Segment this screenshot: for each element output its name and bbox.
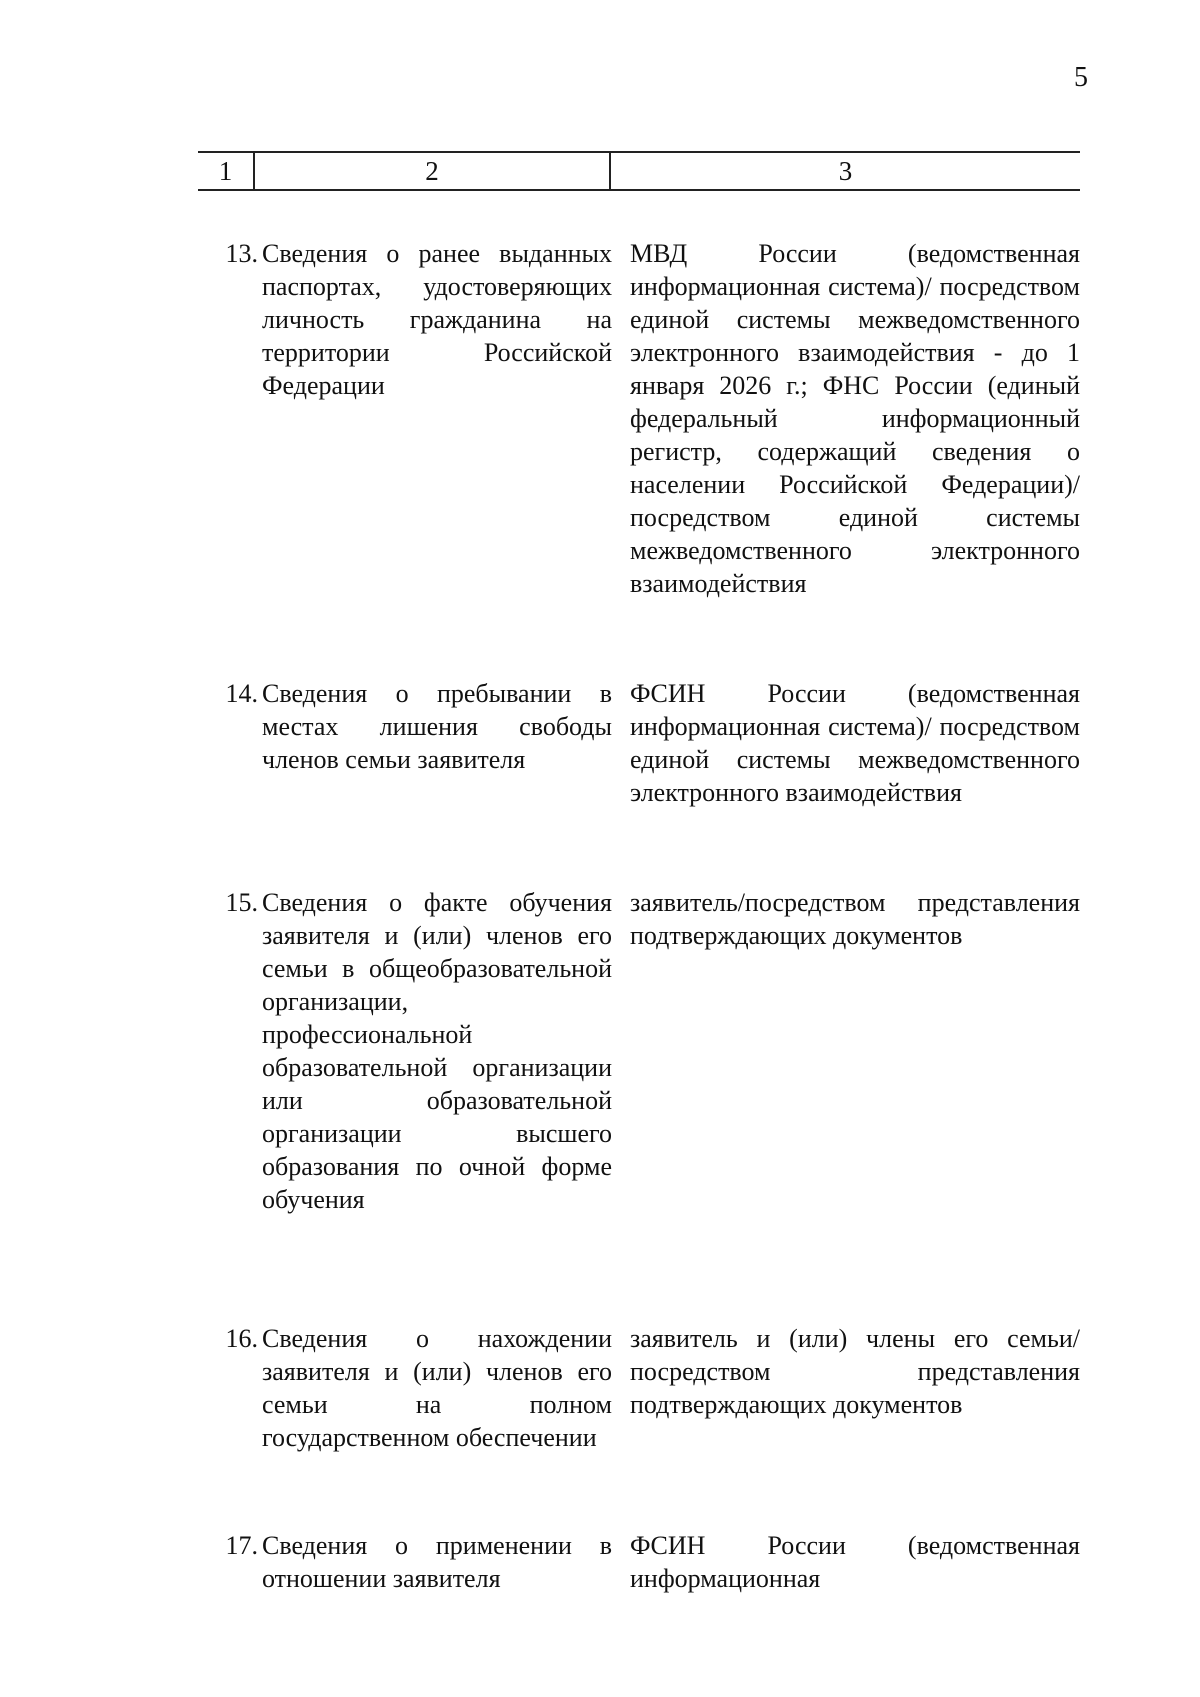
row-description: Сведения о факте обучения заявителя и (или) членов его семьи в общеобразовательной организации, профессиональной образовательной организации или образовательной организации высшего образования по очной форме обучения [262,888,612,1214]
row-number: 14. [225,679,258,708]
row-description: Сведения о нахождении заявителя и (или) членов его семьи на полном государственном обеспечении [262,1324,612,1452]
row-number: 13. [225,239,258,268]
row-source: МВД России (ведомственная информационная система)/ посредством единой системы межведомственного электронного взаимодействия - до 1 января 2026 г.; ФНС России (единый федеральный информационный регистр, содержащий сведения о населении Российской Федерации)/посредством единой системы межведомственного электронного взаимодействия [630,239,1080,598]
header-col-1: 1 [198,153,255,189]
header-col-2: 2 [255,153,611,189]
row-source: заявитель и (или) члены его семьи/посредством представления подтверждающих документов [630,1324,1080,1419]
row-number: 15. [225,888,258,917]
page-number: 5 [1074,62,1088,93]
row-number: 16. [225,1324,258,1353]
row-source: ФСИН России (ведомственная информационная система)/ посредством единой системы межведомственного электронного взаимодействия [630,679,1080,807]
row-description: Сведения о ранее выданных паспортах, удостоверяющих личность гражданина на территории Российской Федерации [262,239,612,400]
row-description: Сведения о пребывании в местах лишения свободы членов семьи заявителя [262,679,612,774]
row-description: Сведения о применении в отношении заявителя [262,1531,612,1593]
row-source: ФСИН России (ведомственная информационная [630,1531,1080,1593]
header-col-3: 3 [838,155,853,186]
row-number: 17. [225,1531,258,1560]
row-source: заявитель/посредством представления подтверждающих документов [630,888,1080,950]
table-header [198,151,1080,191]
